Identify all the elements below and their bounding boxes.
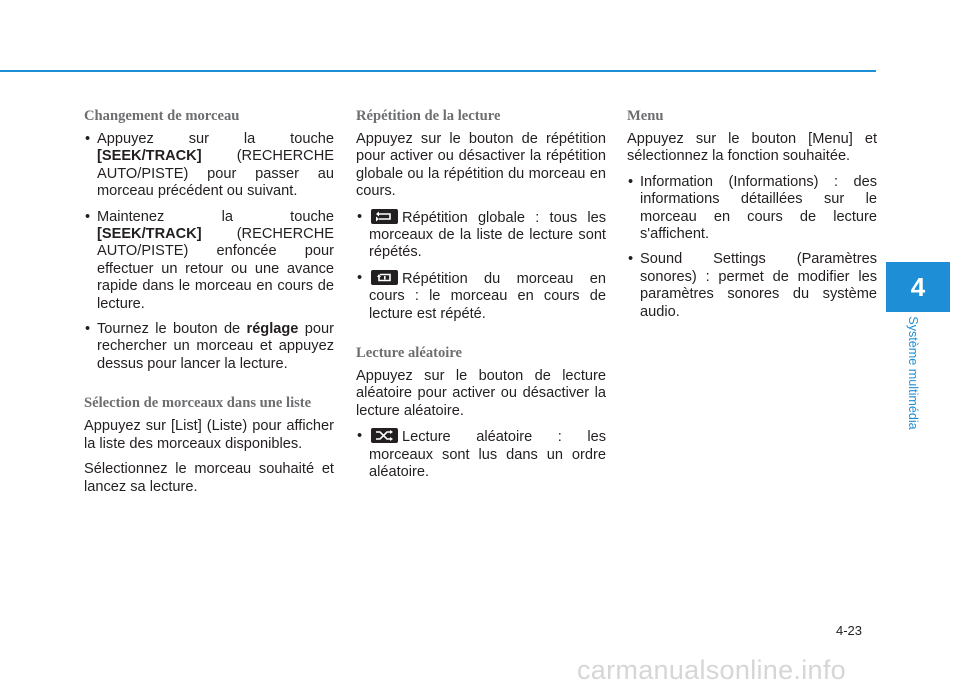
heading-selection: Sélection de morceaux dans une liste [84, 395, 312, 412]
column-2 [356, 108, 606, 490]
paragraph: Sélectionnez le morceau souhaité et lancez sa lecture. [84, 461, 334, 495]
key-label: réglage [246, 321, 299, 338]
paragraph: Appuyez sur le bouton de lecture aléatoire pour activer ou désactiver la lecture aléatoire. [356, 368, 606, 419]
repeat-all-icon [371, 209, 398, 224]
column-1 [84, 108, 334, 504]
list-repetition [356, 209, 606, 323]
heading-menu: Menu [627, 108, 664, 124]
list-item: • Maintenez la touche [SEEK/TRACK] (RECHERCHE AUTO/PISTE) enfoncée pour effectuer un retour ou une avance rapide dans le morceau en cours de lecture. [84, 209, 334, 313]
list-item: • Lecture aléatoire : les morceaux sont lus dans un ordre aléatoire. [356, 428, 606, 481]
list-item: • Sound Settings (Paramètres sonores) : permet de modifier les paramètres sonores du système audio. [627, 251, 877, 321]
list-item: • Appuyez sur la touche [SEEK/TRACK] (RECHERCHE AUTO/PISTE) pour passer au morceau précédent ou suivant. [84, 131, 334, 201]
list-menu [627, 174, 877, 321]
watermark: carmanualsonline.info [577, 655, 846, 685]
chapter-tab: 4 [886, 262, 950, 312]
heading-changement: Changement de morceau [84, 108, 240, 124]
list-item: • Répétition globale : tous les morceaux de la liste de lecture sont répétés. [356, 209, 606, 262]
key-label: [SEEK/TRACK] [97, 226, 202, 243]
chapter-title-vertical: Système multimédia [906, 316, 920, 430]
list-item: • Répétition du morceau en cours : le morceau en cours de lecture est répété. [356, 270, 606, 323]
list-item: • Information (Informations) : des informations détaillées sur le morceau en cours de lecture s'affichent. [627, 174, 877, 244]
repeat-one-icon [371, 270, 398, 285]
column-3 [627, 108, 877, 329]
list-item: • Tournez le bouton de réglage pour rechercher un morceau et appuyez dessus pour lancer la lecture. [84, 321, 334, 373]
heading-aleatoire: Lecture aléatoire [356, 345, 463, 362]
shuffle-icon [371, 428, 398, 443]
list-aleatoire [356, 428, 606, 481]
header-rule [0, 70, 876, 72]
page-number: 4-23 [836, 623, 863, 638]
paragraph: Appuyez sur le bouton [Menu] et sélectionnez la fonction souhaitée. [627, 131, 877, 165]
list-changement [84, 131, 334, 373]
paragraph: Appuyez sur [List] (Liste) pour afficher la liste des morceaux disponibles. [84, 418, 334, 452]
heading-repetition: Répétition de la lecture [356, 108, 501, 124]
key-label: [SEEK/TRACK] [97, 148, 202, 165]
paragraph: Appuyez sur le bouton de répétition pour activer ou désactiver la répétition globale ou la répétition du morceau en cours. [356, 131, 606, 200]
